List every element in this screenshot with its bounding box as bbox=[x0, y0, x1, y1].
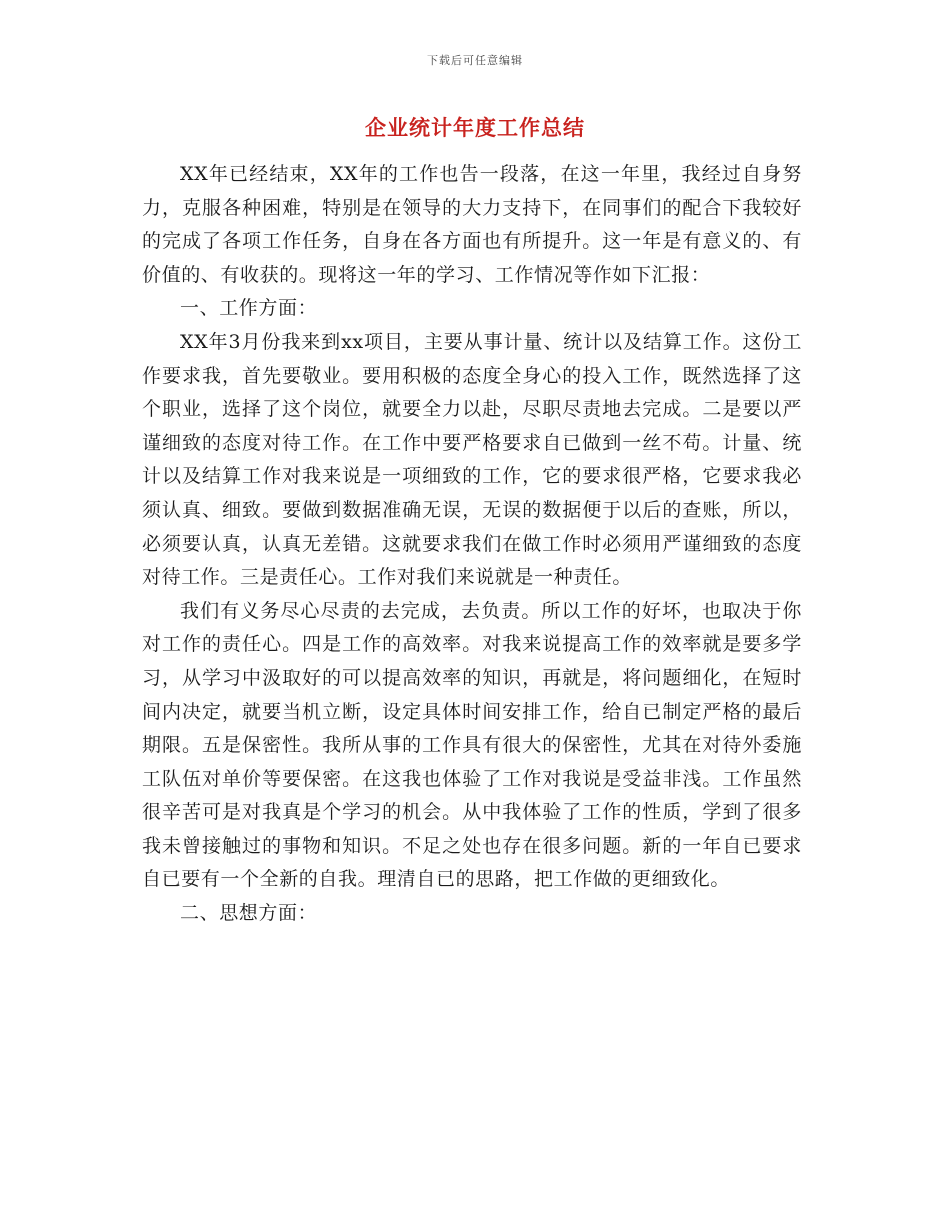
section-heading-thought: 二、思想方面： bbox=[180, 902, 318, 925]
document-title: 企业统计年度工作总结 bbox=[365, 115, 585, 140]
paragraph-work-2: 我们有义务尽心尽责的去完成，去负责。所以工作的好坏，也取决于你对工作的责任心。四是工作的高效率。对我来说提高工作的效率就是要多学习，从学习中汲取好的可以提高效率的知识，再就是，将问题细化，在短时间内决定，就要当机立断，设定具体时间安排工作，给自已制定严格的最后期限。五是保密性。我所从事的工作具有很大的保密性，尤其在对待外委施工队伍对单价等要保密。在这我也体验了工作对我说是受益非浅。工作虽然很辛苦可是对我真是个学习的机会。从中我体验了工作的性质，学到了很多我未曾接触过的事物和知识。不足之处也存在很多问题。新的一年自已要求自已要有一个全新的自我。理清自已的思路，把工作做的更细致化。 bbox=[142, 599, 802, 891]
header-note: 下载后可任意编辑 bbox=[427, 54, 523, 67]
section-heading-work: 一、工作方面： bbox=[180, 297, 318, 320]
paragraph-intro: XX年已经结束，XX年的工作也告一段落，在这一年里，我经过自身努力，克服各种困难，特别是在领导的大力支持下，在同事们的配合下我较好的完成了各项工作任务，自身在各方面也有所提升。这一年是有意义的、有价值的、有收获的。现将这一年的学习、工作情况等作如下汇报： bbox=[142, 163, 802, 286]
paragraph-work-1: XX年3月份我来到xx项目，主要从事计量、统计以及结算工作。这份工作要求我，首先要敬业。要用积极的态度全身心的投入工作，既然选择了这个职业，选择了这个岗位，就要全力以赴，尽职尽责地去完成。二是要以严谨细致的态度对待工作。在工作中要严格要求自已做到一丝不苟。计量、统计以及结算工作对我来说是一项细致的工作，它的要求很严格，它要求我必须认真、细致。要做到数据准确无误，无误的数据便于以后的查账，所以，必须要认真，认真无差错。这就要求我们在做工作时必须用严谨细致的态度对待工作。三是责任心。工作对我们来说就是一种责任。 bbox=[142, 330, 802, 589]
document-body bbox=[142, 158, 802, 931]
